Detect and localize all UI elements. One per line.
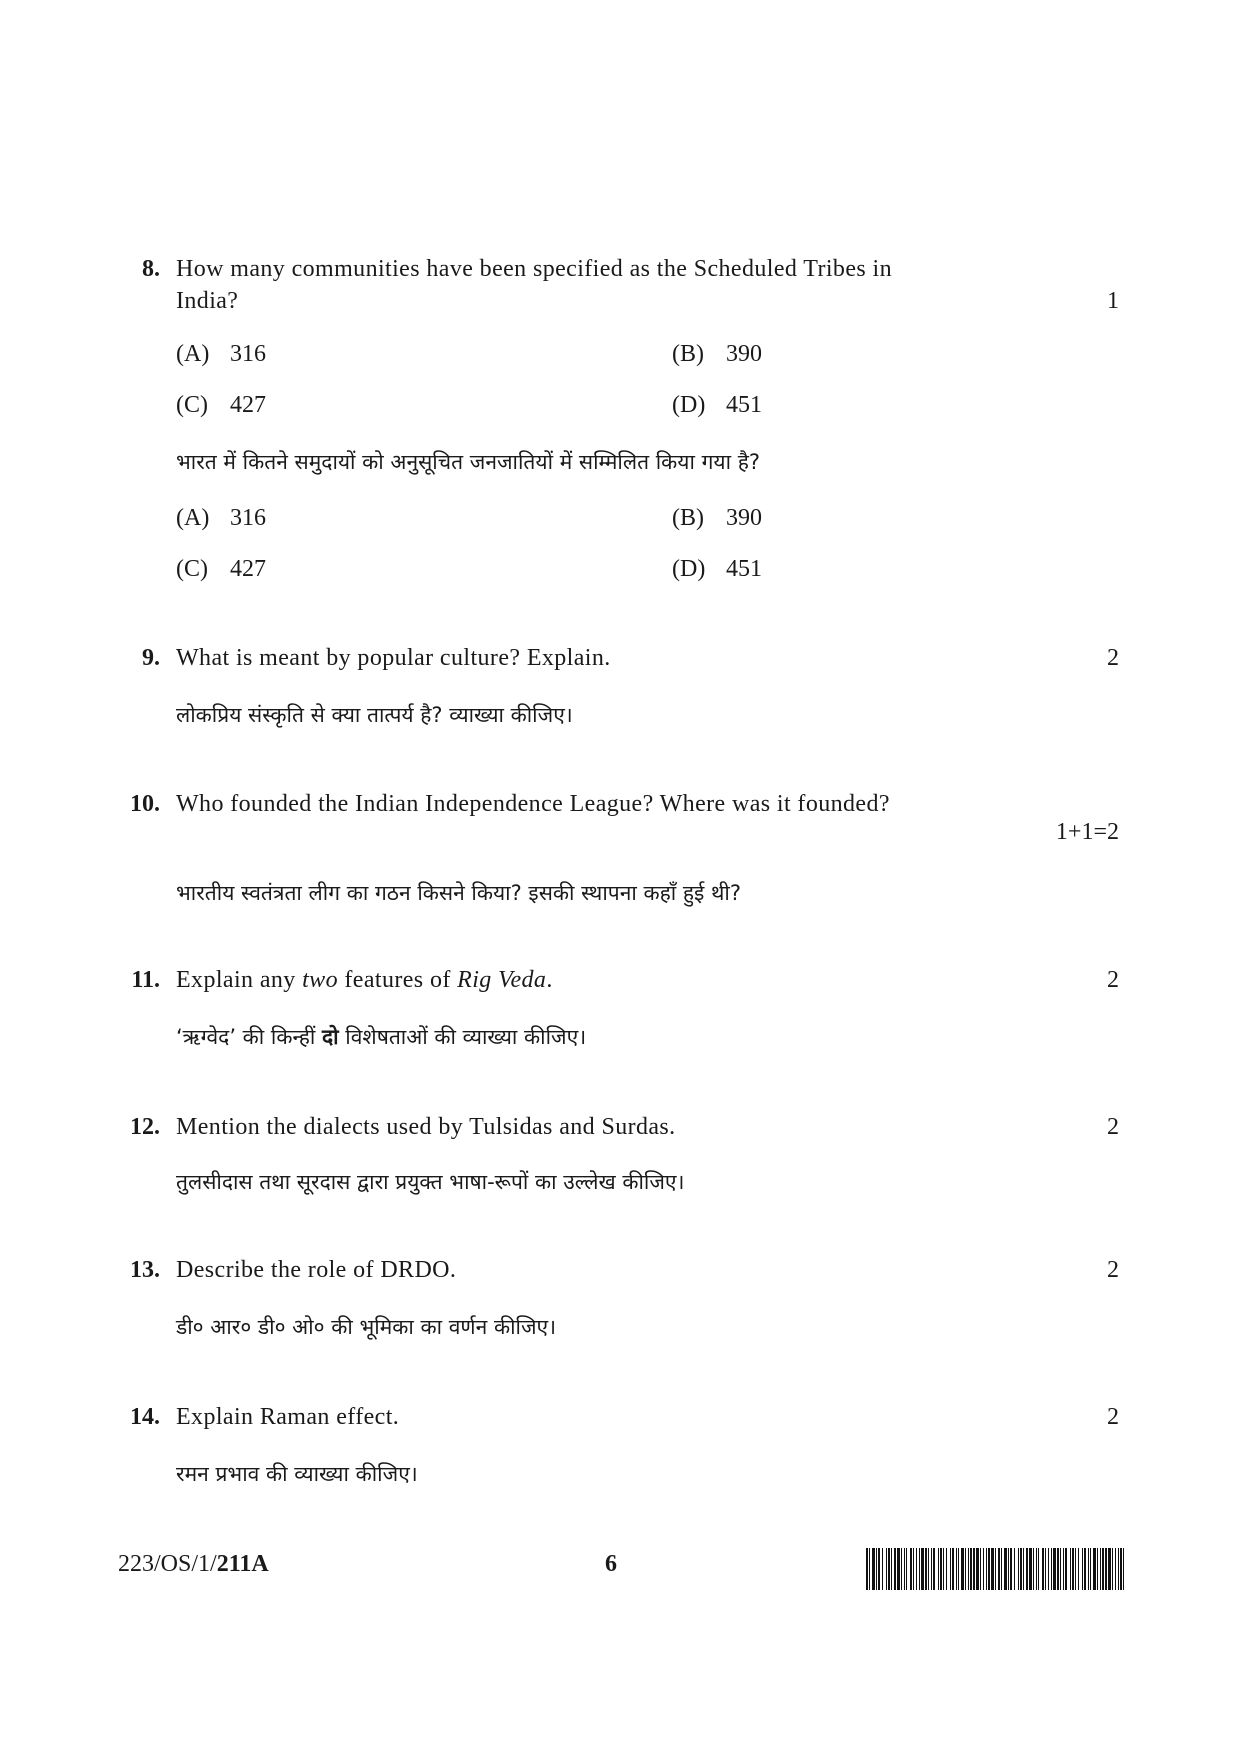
barcode-bar	[1023, 1548, 1024, 1590]
barcode-bar	[980, 1548, 981, 1590]
barcode-bar	[1038, 1548, 1039, 1590]
paper-code: 223/OS/1/211A	[118, 1551, 269, 1577]
barcode-bar	[1082, 1548, 1083, 1590]
question-text-hindi: डी० आर० डी० ओ० की भूमिका का वर्णन कीजिए।	[176, 1315, 557, 1339]
option-c-hindi: (C) 427	[176, 556, 266, 582]
question-text: Explain Raman effect.	[176, 1404, 400, 1430]
question-number: 9.	[142, 645, 160, 671]
barcode-bar	[919, 1548, 920, 1590]
page-number: 6	[605, 1551, 617, 1577]
barcode-bar	[901, 1548, 902, 1590]
barcode-bar	[1123, 1548, 1124, 1590]
barcode-bar	[1060, 1548, 1061, 1590]
marks: 1	[1107, 288, 1119, 314]
barcode-bar	[943, 1548, 944, 1590]
barcode-bar	[1118, 1548, 1119, 1590]
barcode-bar	[1051, 1548, 1052, 1590]
barcode-bar	[1100, 1548, 1101, 1590]
barcode-bar	[888, 1548, 890, 1590]
marks: 2	[1107, 1404, 1119, 1430]
barcode-bar	[1008, 1548, 1009, 1590]
barcode-bar	[1063, 1548, 1064, 1590]
barcode-bar	[961, 1548, 964, 1590]
question-text-hindi: भारत में कितने समुदायों को अनुसूचित जनजातियों में सम्मिलित किया गया है?	[176, 450, 760, 474]
question-text-hindi: लोकप्रिय संस्कृति से क्या तात्पर्य है? व्याख्या कीजिए।	[176, 703, 573, 727]
option-b-hindi: (B) 390	[672, 505, 762, 531]
barcode-bar	[1029, 1548, 1032, 1590]
question-number: 13.	[130, 1257, 160, 1283]
barcode-bar	[940, 1548, 942, 1590]
barcode-bar	[1057, 1548, 1059, 1590]
barcode-bar	[1105, 1548, 1107, 1590]
option-c: (C) 427	[176, 392, 266, 418]
barcode-bar	[869, 1548, 870, 1590]
option-a-hindi: (A) 316	[176, 505, 266, 531]
barcode-bar	[1070, 1548, 1071, 1590]
barcode-bar	[933, 1548, 935, 1590]
barcode-bar	[1026, 1548, 1028, 1590]
barcode-bar	[1001, 1548, 1002, 1590]
barcode-bar	[882, 1548, 883, 1590]
barcode-bar	[1115, 1548, 1116, 1590]
barcode-bar	[866, 1548, 868, 1590]
barcode-bar	[956, 1548, 957, 1590]
barcode-bar	[983, 1548, 984, 1590]
barcode-bar	[1090, 1548, 1091, 1590]
barcode-bar	[1072, 1548, 1074, 1590]
barcode-bar	[970, 1548, 972, 1590]
barcode-bar	[965, 1548, 966, 1590]
barcode-bar	[1108, 1548, 1111, 1590]
marks: 2	[1107, 1114, 1119, 1140]
question-number: 11.	[131, 967, 160, 993]
barcode-bar	[897, 1548, 900, 1590]
barcode-bar	[1033, 1548, 1034, 1590]
question-text: Who founded the Indian Independence League? Where was it founded?	[176, 791, 890, 817]
barcode-bar	[904, 1548, 905, 1590]
question-text: What is meant by popular culture? Explain.	[176, 645, 611, 671]
barcode-bar	[891, 1548, 892, 1590]
barcode-image	[866, 1548, 1124, 1590]
barcode-bar	[916, 1548, 917, 1590]
barcode-bar	[938, 1548, 939, 1590]
barcode-bar	[1018, 1548, 1019, 1590]
question-text: Mention the dialects used by Tulsidas and Surdas.	[176, 1114, 676, 1140]
barcode-bar	[1093, 1548, 1096, 1590]
marks: 2	[1107, 1257, 1119, 1283]
barcode-bar	[921, 1548, 924, 1590]
barcode-bar	[1004, 1548, 1007, 1590]
marks: 1+1=2	[1055, 819, 1119, 845]
barcode-bar	[1075, 1548, 1076, 1590]
barcode-bar	[998, 1548, 1000, 1590]
question-text: How many communities have been specified as the Scheduled Tribes in	[176, 256, 892, 282]
question-text-hindi: भारतीय स्वतंत्रता लीग का गठन किसने किया? इसकी स्थापना कहाँ हुई थी?	[176, 881, 742, 905]
barcode-bar	[876, 1548, 877, 1590]
barcode-bar	[1053, 1548, 1056, 1590]
barcode-bar	[952, 1548, 954, 1590]
barcode-bar	[925, 1548, 927, 1590]
barcode-bar	[958, 1548, 959, 1590]
barcode-bar	[946, 1548, 947, 1590]
barcode-bar	[1042, 1548, 1044, 1590]
barcode-bar	[928, 1548, 929, 1590]
barcode-bar	[931, 1548, 932, 1590]
barcode-bar	[886, 1548, 887, 1590]
barcode-bar	[1045, 1548, 1046, 1590]
barcode-bar	[1036, 1548, 1037, 1590]
barcode-bar	[878, 1548, 880, 1590]
barcode-bar	[976, 1548, 979, 1590]
barcode-bar	[1084, 1548, 1086, 1590]
barcode-bar	[1010, 1548, 1012, 1590]
barcode-bar	[986, 1548, 987, 1590]
barcode-bar	[1120, 1548, 1122, 1590]
barcode-bar	[1020, 1548, 1022, 1590]
question-number: 14.	[130, 1404, 160, 1430]
barcode-bar	[988, 1548, 990, 1590]
barcode-bar	[872, 1548, 875, 1590]
option-d-hindi: (D) 451	[672, 556, 762, 582]
barcode-bar	[1097, 1548, 1098, 1590]
barcode-bar	[1112, 1548, 1113, 1590]
barcode-bar	[894, 1548, 896, 1590]
barcode-bar	[1048, 1548, 1049, 1590]
question-text-hindi: रमन प्रभाव की व्याख्या कीजिए।	[176, 1462, 418, 1486]
question-text-cont: India?	[176, 288, 239, 314]
option-a: (A) 316	[176, 341, 266, 367]
barcode-bar	[1078, 1548, 1079, 1590]
barcode-bar	[1065, 1548, 1067, 1590]
question-number: 10.	[130, 791, 160, 817]
barcode-bar	[995, 1548, 996, 1590]
question-number: 8.	[142, 256, 160, 282]
barcode-bar	[991, 1548, 994, 1590]
barcode-bar	[968, 1548, 969, 1590]
marks: 2	[1107, 967, 1119, 993]
barcode-bar	[910, 1548, 912, 1590]
question-text: Describe the role of DRDO.	[176, 1257, 457, 1283]
marks: 2	[1107, 645, 1119, 671]
question-text-hindi: तुलसीदास तथा सूरदास द्वारा प्रयुक्त भाषा-रूपों का उल्लेख कीजिए।	[176, 1170, 685, 1194]
option-d: (D) 451	[672, 392, 762, 418]
question-text-hindi: ‘ऋग्वेद’ की किन्हीं दो विशेषताओं की व्याख्या कीजिए।	[176, 1025, 587, 1049]
question-text: Explain any two features of Rig Veda.	[176, 967, 553, 993]
barcode-bar	[906, 1548, 907, 1590]
barcode-bar	[913, 1548, 914, 1590]
barcode-bar	[973, 1548, 975, 1590]
barcode-bar	[950, 1548, 951, 1590]
barcode-bar	[1014, 1548, 1015, 1590]
option-b: (B) 390	[672, 341, 762, 367]
question-number: 12.	[130, 1114, 160, 1140]
barcode-bar	[1088, 1548, 1089, 1590]
barcode-bar	[1102, 1548, 1104, 1590]
